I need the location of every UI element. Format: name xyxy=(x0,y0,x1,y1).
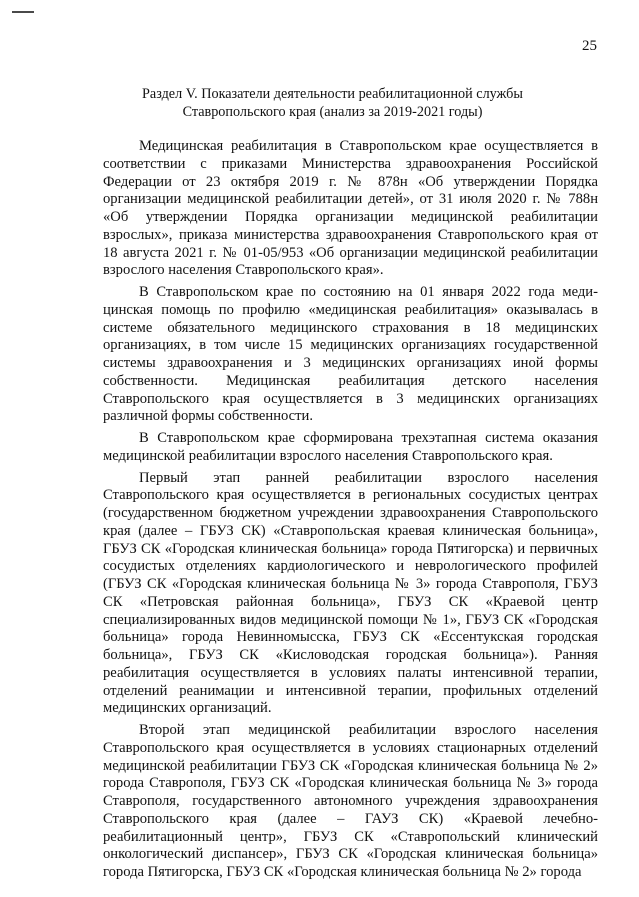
paragraph-legal-basis: Медицинская реабилитация в Ставропольском крае осуществляется в соответствии с приказами Министерства здравоохранения Российской Федерации от 23 октября 2019 г. № 878н «Об утверждении Порядка организации медицинской реабилитации детей», от 31 июля 2020 г. № 788н «Об утверждении Порядка организации медицинской реабилитации взрослых», приказа министерства здравоохранения Ставропольского края от 18 августа 2021 г. № 01-05/953 «Об организации медицинской реабилитации взрослого населения Ставропольского края». xyxy=(103,138,598,279)
paragraph-organizations-count: В Ставропольском крае по состоянию на 01 января 2022 года медицинская помощь по профилю «медицинская реабилитация» оказывалась в системе обязательного медицинского страхования в 18 медицинских организациях, в том числе 15 медицинских организациях государственной системы здравоохранения и 3 медицинских организациях иной формы собственности. Медицинская реабилитация детского населения Ставропольского края осуществляется в 3 медицинских организациях различной формы собственности. xyxy=(103,284,598,425)
document-body xyxy=(103,138,598,886)
scan-artifact-mark xyxy=(12,11,34,13)
paragraph-three-stage-system: В Ставропольском крае сформирована трехэтапная система оказания медицинской реабилитации взрослого населения Ставропольского края. xyxy=(103,430,598,464)
paragraph-first-stage: Первый этап ранней реабилитации взрослого населения Ставропольского края осуществляется в региональных сосудистых центрах (государственном бюджетном учреждении здравоохранения Ставропольского края (далее – ГБУЗ СК) «Ставропольская краевая клиническая больница», ГБУЗ СК «Городская клиническая больница» города Пятигорска) и первичных сосудистых отделениях кардиологического и неврологического профилей (ГБУЗ СК «Городская клиническая больница № 3» города Ставрополя, ГБУЗ СК «Петровская районная больница», ГБУЗ СК «Краевой центр специализированных видов медицинской помощи № 1», ГБУЗ СК «Городская больница» города Невинномысска, ГБУЗ СК «Ессентукская городская больница», ГБУЗ СК «Кисловодская городская больница»). Ранняя реабилитация осуществляется в условиях палаты интенсивной терапии, отделений реанимации и интенсивной терапии, профильных отделений медицинских организаций. xyxy=(103,469,598,717)
section-title-line-2: Ставропольского края (анализ за 2019-2021 годы) xyxy=(182,103,483,120)
section-title-line-1: Раздел V. Показатели деятельности реабилитационной службы xyxy=(142,86,523,102)
section-title xyxy=(100,86,565,121)
paragraph-second-stage: Второй этап медицинской реабилитации взрослого населения Ставропольского края осуществляется в условиях стационарных отделений медицинской реабилитации ГБУЗ СК «Городская клиническая больница № 2» города Ставрополя, ГБУЗ СК «Городская клиническая больница № 3» города Ставрополя, государственного автономного учреждения здравоохранения Ставропольского края (далее – ГАУЗ СК) «Краевой лечебно-реабилитационный центр», ГБУЗ СК «Ставропольский клинический онкологический диспансер», ГБУЗ СК «Городская клиническая больница» города Пятигорска, ГБУЗ СК «Городская клиническая больница № 2» города xyxy=(103,722,598,880)
page-number: 25 xyxy=(582,38,597,54)
